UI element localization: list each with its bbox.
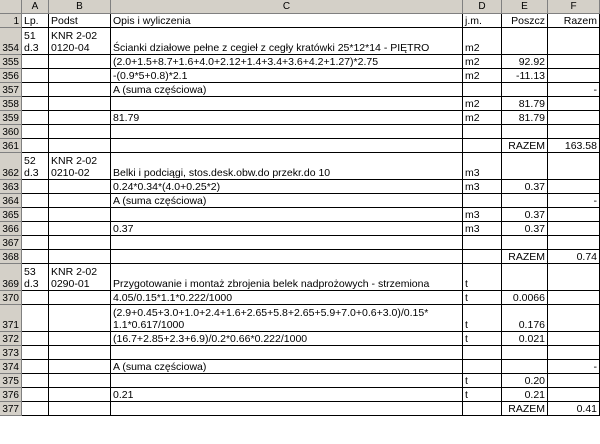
cell-e-366[interactable]	[502, 222, 548, 236]
cell-e-358[interactable]	[502, 97, 548, 111]
cell-d-365[interactable]	[463, 208, 502, 222]
cell-e-371[interactable]	[502, 305, 548, 332]
column-header-b[interactable]: B	[49, 0, 111, 14]
cell-text: (2.9+0.45+3.0+1.0+2.4+1.6+2.65+5.8+2.65+5.9+7.0+0.6+3.0)/0.15* 1.1*0.617/1000	[113, 307, 429, 331]
cell-e-368[interactable]	[502, 250, 548, 264]
cell-f-357[interactable]	[548, 83, 600, 97]
cell-b-361[interactable]	[49, 139, 111, 153]
cell-a-1[interactable]	[22, 14, 49, 28]
cell-d-361[interactable]	[463, 139, 502, 153]
cell-f-367[interactable]	[548, 236, 600, 250]
cell-c-376[interactable]	[111, 388, 463, 402]
cell-text: KNR 2-02 0290-01	[51, 266, 98, 290]
cell-b-360[interactable]	[49, 125, 111, 139]
cell-d-372[interactable]	[463, 332, 502, 346]
row-number: 355	[2, 57, 19, 68]
cell-text: Przygotowanie i montaż zbrojenia belek nadprożowych - strzemiona	[113, 278, 430, 290]
row-header[interactable]	[0, 194, 22, 208]
cell-c-358[interactable]	[111, 97, 463, 111]
cell-a-359[interactable]	[22, 111, 49, 125]
cell-e-373[interactable]	[502, 346, 548, 360]
cell-f-368[interactable]	[548, 250, 600, 264]
cell-text: 0.21	[113, 389, 134, 401]
cell-b-363[interactable]	[49, 180, 111, 194]
cell-b-370[interactable]	[49, 291, 111, 305]
row-number: 374	[2, 362, 19, 373]
cell-e-360[interactable]	[502, 125, 548, 139]
cell-f-370[interactable]	[548, 291, 600, 305]
cell-text: Razem	[563, 15, 597, 27]
cell-text: m2	[465, 112, 480, 124]
cell-c-356[interactable]	[111, 69, 463, 83]
row-header[interactable]	[0, 222, 22, 236]
cell-f-372[interactable]	[548, 332, 600, 346]
cell-f-358[interactable]	[548, 97, 600, 111]
cell-e-375[interactable]	[502, 374, 548, 388]
row-number: 373	[2, 348, 19, 359]
cell-e-355[interactable]	[502, 55, 548, 69]
row-number: 370	[2, 293, 19, 304]
row-header[interactable]	[0, 180, 22, 194]
row-header[interactable]	[0, 139, 22, 153]
cell-text: 0.37	[524, 181, 545, 193]
cell-b-365[interactable]	[49, 208, 111, 222]
cell-c-369[interactable]	[111, 264, 463, 291]
cell-d-364[interactable]	[463, 194, 502, 208]
column-header-f[interactable]: F	[548, 0, 600, 14]
cell-text: 0.37	[524, 223, 545, 235]
cell-d-366[interactable]	[463, 222, 502, 236]
row-header[interactable]	[0, 83, 22, 97]
row-number: 362	[2, 168, 19, 179]
cell-c-360[interactable]	[111, 125, 463, 139]
row-header[interactable]	[0, 28, 22, 55]
cell-f-369[interactable]	[548, 264, 600, 291]
column-header-c[interactable]: C	[111, 0, 463, 14]
cell-a-371[interactable]	[22, 305, 49, 332]
cell-c-366[interactable]	[111, 222, 463, 236]
cell-d-370[interactable]	[463, 291, 502, 305]
cell-e-374[interactable]	[502, 360, 548, 374]
cell-text: 92.92	[518, 56, 545, 68]
cell-e-372[interactable]	[502, 332, 548, 346]
cell-a-360[interactable]	[22, 125, 49, 139]
cell-f-355[interactable]	[548, 55, 600, 69]
cell-text: 0.20	[524, 375, 545, 387]
cell-b-362[interactable]	[49, 153, 111, 180]
cell-text: -	[593, 361, 597, 373]
cell-text: A (suma częściowa)	[113, 361, 207, 373]
cell-f-371[interactable]	[548, 305, 600, 332]
cell-e-361[interactable]	[502, 139, 548, 153]
cell-d-368[interactable]	[463, 250, 502, 264]
cell-text: 81.79	[113, 112, 140, 124]
row-number: 365	[2, 210, 19, 221]
cell-e-365[interactable]	[502, 208, 548, 222]
cell-text: 0.176	[518, 319, 545, 331]
cell-c-365[interactable]	[111, 208, 463, 222]
cell-text: t	[465, 333, 468, 345]
row-header[interactable]	[0, 55, 22, 69]
cell-b-364[interactable]	[49, 194, 111, 208]
cell-a-376[interactable]	[22, 388, 49, 402]
cell-e-357[interactable]	[502, 83, 548, 97]
cell-c-364[interactable]	[111, 194, 463, 208]
cell-b-358[interactable]	[49, 97, 111, 111]
row-number: 358	[2, 99, 19, 110]
cell-f-362[interactable]	[548, 153, 600, 180]
row-number: 376	[2, 390, 19, 401]
cell-a-355[interactable]	[22, 55, 49, 69]
cell-text: 81.79	[518, 98, 545, 110]
cell-text: m3	[465, 209, 480, 221]
cell-text: A (suma częściowa)	[113, 84, 207, 96]
cell-e-377[interactable]	[502, 402, 548, 416]
cell-text: 53 d.3	[24, 266, 39, 290]
cell-c-1[interactable]	[111, 14, 463, 28]
cell-text: -11.13	[516, 70, 545, 82]
cell-a-363[interactable]	[22, 180, 49, 194]
select-all-corner[interactable]	[0, 0, 22, 14]
cell-e-369[interactable]	[502, 264, 548, 291]
cell-text: m3	[465, 181, 480, 193]
cell-a-354[interactable]	[22, 28, 49, 55]
row-header[interactable]	[0, 374, 22, 388]
cell-c-357[interactable]	[111, 83, 463, 97]
cell-d-369[interactable]	[463, 264, 502, 291]
cell-b-355[interactable]	[49, 55, 111, 69]
cell-d-374[interactable]	[463, 360, 502, 374]
cell-a-374[interactable]	[22, 360, 49, 374]
cell-text: 0.37	[524, 209, 545, 221]
row-number: 363	[2, 182, 19, 193]
row-header[interactable]	[0, 14, 22, 28]
row-number: 367	[2, 238, 19, 249]
cell-text: m3	[465, 223, 480, 235]
column-header-e[interactable]: E	[502, 0, 548, 14]
cell-d-362[interactable]	[463, 153, 502, 180]
row-header[interactable]	[0, 402, 22, 416]
cell-text: -(0.9*5+0.8)*2.1	[113, 70, 188, 82]
cell-c-375[interactable]	[111, 374, 463, 388]
cell-b-357[interactable]	[49, 83, 111, 97]
cell-f-376[interactable]	[548, 388, 600, 402]
cell-f-366[interactable]	[548, 222, 600, 236]
cell-b-372[interactable]	[49, 332, 111, 346]
cell-text: Opis i wyliczenia	[113, 15, 191, 27]
cell-text: RAZEM	[508, 140, 545, 152]
cell-d-1[interactable]	[463, 14, 502, 28]
row-header[interactable]	[0, 125, 22, 139]
cell-text: 0.0066	[512, 292, 545, 304]
cell-text: Belki i podciągi, stos.desk.obw.do przekr.do 10	[113, 167, 331, 179]
row-number: 368	[2, 252, 19, 263]
cell-b-368[interactable]	[49, 250, 111, 264]
row-number: 1	[13, 16, 19, 27]
column-header-a[interactable]: A	[22, 0, 49, 14]
cell-e-364[interactable]	[502, 194, 548, 208]
row-number: 371	[2, 320, 19, 331]
cell-d-355[interactable]	[463, 55, 502, 69]
cell-b-356[interactable]	[49, 69, 111, 83]
cell-e-359[interactable]	[502, 111, 548, 125]
cell-text: RAZEM	[508, 403, 545, 415]
cell-e-362[interactable]	[502, 153, 548, 180]
cell-b-369[interactable]	[49, 264, 111, 291]
row-number: 356	[2, 71, 19, 82]
cell-b-374[interactable]	[49, 360, 111, 374]
cell-text: -	[593, 84, 597, 96]
cell-a-364[interactable]	[22, 194, 49, 208]
cell-b-376[interactable]	[49, 388, 111, 402]
cell-b-366[interactable]	[49, 222, 111, 236]
cell-a-358[interactable]	[22, 97, 49, 111]
cell-text: 0.021	[518, 333, 545, 345]
row-header[interactable]	[0, 97, 22, 111]
cell-d-377[interactable]	[463, 402, 502, 416]
cell-text: 81.79	[518, 112, 545, 124]
cell-f-375[interactable]	[548, 374, 600, 388]
row-number: 359	[2, 113, 19, 124]
cell-a-365[interactable]	[22, 208, 49, 222]
cell-b-367[interactable]	[49, 236, 111, 250]
cell-a-369[interactable]	[22, 264, 49, 291]
row-header[interactable]	[0, 360, 22, 374]
cell-e-1[interactable]	[502, 14, 548, 28]
cell-text: Ścianki działowe pełne z cegieł z cegły kratówki 25*12*14 - PIĘTRO	[113, 42, 430, 54]
cell-a-361[interactable]	[22, 139, 49, 153]
cell-text: 0.24*0.34*(4.0+0.25*2)	[113, 181, 221, 193]
cell-text: Lp.	[24, 15, 39, 27]
cell-f-361[interactable]	[548, 139, 600, 153]
row-header[interactable]	[0, 236, 22, 250]
cell-c-359[interactable]	[111, 111, 463, 125]
cell-f-354[interactable]	[548, 28, 600, 55]
row-number: 364	[2, 196, 19, 207]
cell-text: KNR 2-02 0210-02	[51, 155, 98, 179]
row-header[interactable]	[0, 250, 22, 264]
row-number: 361	[2, 141, 19, 152]
cell-d-376[interactable]	[463, 388, 502, 402]
cell-c-371[interactable]	[111, 305, 463, 332]
cell-f-1[interactable]	[548, 14, 600, 28]
cell-f-373[interactable]	[548, 346, 600, 360]
cell-c-363[interactable]	[111, 180, 463, 194]
cell-text: 0.41	[576, 403, 597, 415]
cell-text: 0.21	[524, 389, 545, 401]
row-header[interactable]	[0, 208, 22, 222]
cell-text: -	[593, 195, 597, 207]
cell-a-373[interactable]	[22, 346, 49, 360]
cell-f-356[interactable]	[548, 69, 600, 83]
cell-d-360[interactable]	[463, 125, 502, 139]
cell-text: 4.05/0.15*1.1*0.222/1000	[113, 292, 233, 304]
cell-a-368[interactable]	[22, 250, 49, 264]
cell-a-357[interactable]	[22, 83, 49, 97]
row-number: 372	[2, 334, 19, 345]
cell-text: m2	[465, 70, 480, 82]
cell-d-371[interactable]	[463, 305, 502, 332]
cell-b-359[interactable]	[49, 111, 111, 125]
cell-text: Poszcz	[511, 15, 545, 27]
cell-f-365[interactable]	[548, 208, 600, 222]
cell-d-356[interactable]	[463, 69, 502, 83]
cell-f-374[interactable]	[548, 360, 600, 374]
cell-c-374[interactable]	[111, 360, 463, 374]
cell-d-357[interactable]	[463, 83, 502, 97]
cell-text: 0.37	[113, 223, 134, 235]
cell-f-363[interactable]	[548, 180, 600, 194]
cell-d-375[interactable]	[463, 374, 502, 388]
cell-b-371[interactable]	[49, 305, 111, 332]
cell-c-354[interactable]	[111, 28, 463, 55]
cell-text: t	[465, 278, 468, 290]
cell-d-354[interactable]	[463, 28, 502, 55]
cell-c-373[interactable]	[111, 346, 463, 360]
cell-a-366[interactable]	[22, 222, 49, 236]
row-number: 377	[2, 404, 19, 415]
cell-text: m3	[465, 167, 480, 179]
cell-text: t	[465, 375, 468, 387]
cell-text: RAZEM	[508, 251, 545, 263]
row-number: 354	[2, 43, 19, 54]
cell-f-360[interactable]	[548, 125, 600, 139]
cell-d-373[interactable]	[463, 346, 502, 360]
cell-a-370[interactable]	[22, 291, 49, 305]
cell-c-370[interactable]	[111, 291, 463, 305]
cell-c-355[interactable]	[111, 55, 463, 69]
cell-e-376[interactable]	[502, 388, 548, 402]
row-number: 366	[2, 224, 19, 235]
row-header[interactable]	[0, 69, 22, 83]
cell-b-375[interactable]	[49, 374, 111, 388]
cell-c-361[interactable]	[111, 139, 463, 153]
cell-c-372[interactable]	[111, 332, 463, 346]
row-header[interactable]	[0, 305, 22, 332]
cell-text: m2	[465, 56, 480, 68]
cell-text: m2	[465, 98, 480, 110]
row-number: 360	[2, 127, 19, 138]
row-header[interactable]	[0, 111, 22, 125]
cell-a-372[interactable]	[22, 332, 49, 346]
cell-e-367[interactable]	[502, 236, 548, 250]
cell-e-370[interactable]	[502, 291, 548, 305]
row-header[interactable]	[0, 388, 22, 402]
cell-text: KNR 2-02 0120-04	[51, 30, 98, 54]
cell-c-368[interactable]	[111, 250, 463, 264]
row-header[interactable]	[0, 264, 22, 291]
row-number: 369	[2, 279, 19, 290]
cell-d-359[interactable]	[463, 111, 502, 125]
row-header[interactable]	[0, 153, 22, 180]
cell-text: 52 d.3	[24, 155, 39, 179]
row-number: 375	[2, 376, 19, 387]
column-header-d[interactable]: D	[463, 0, 502, 14]
cell-text: 163.58	[564, 140, 597, 152]
row-header[interactable]	[0, 291, 22, 305]
row-number: 357	[2, 85, 19, 96]
cell-a-367[interactable]	[22, 236, 49, 250]
cell-text: m2	[465, 42, 480, 54]
cell-f-377[interactable]	[548, 402, 600, 416]
cell-b-1[interactable]	[49, 14, 111, 28]
cell-e-354[interactable]	[502, 28, 548, 55]
cell-f-359[interactable]	[548, 111, 600, 125]
cell-a-375[interactable]	[22, 374, 49, 388]
cell-f-364[interactable]	[548, 194, 600, 208]
row-header[interactable]	[0, 332, 22, 346]
cell-b-377[interactable]	[49, 402, 111, 416]
cell-d-367[interactable]	[463, 236, 502, 250]
cell-b-354[interactable]	[49, 28, 111, 55]
cell-c-367[interactable]	[111, 236, 463, 250]
cell-c-377[interactable]	[111, 402, 463, 416]
cell-b-373[interactable]	[49, 346, 111, 360]
cell-d-363[interactable]	[463, 180, 502, 194]
row-header[interactable]	[0, 346, 22, 360]
cell-text: t	[465, 319, 468, 331]
cell-a-356[interactable]	[22, 69, 49, 83]
cell-text: j.m.	[465, 15, 482, 27]
cell-c-362[interactable]	[111, 153, 463, 180]
cell-text: t	[465, 292, 468, 304]
cell-e-363[interactable]	[502, 180, 548, 194]
cell-text: (16.7+2.85+2.3+6.9)/0.2*0.66*0.222/1000	[113, 333, 308, 345]
cell-e-356[interactable]	[502, 69, 548, 83]
cell-text: Podst	[51, 15, 78, 27]
cell-a-362[interactable]	[22, 153, 49, 180]
cell-text: t	[465, 389, 468, 401]
cell-text: 51 d.3	[24, 30, 39, 54]
cell-text: (2.0+1.5+8.7+1.6+4.0+2.12+1.4+3.4+3.6+4.2+1.27)*2.75	[113, 56, 379, 68]
cell-a-377[interactable]	[22, 402, 49, 416]
cell-text: 0.74	[576, 251, 597, 263]
cell-text: A (suma częściowa)	[113, 195, 207, 207]
cell-d-358[interactable]	[463, 97, 502, 111]
